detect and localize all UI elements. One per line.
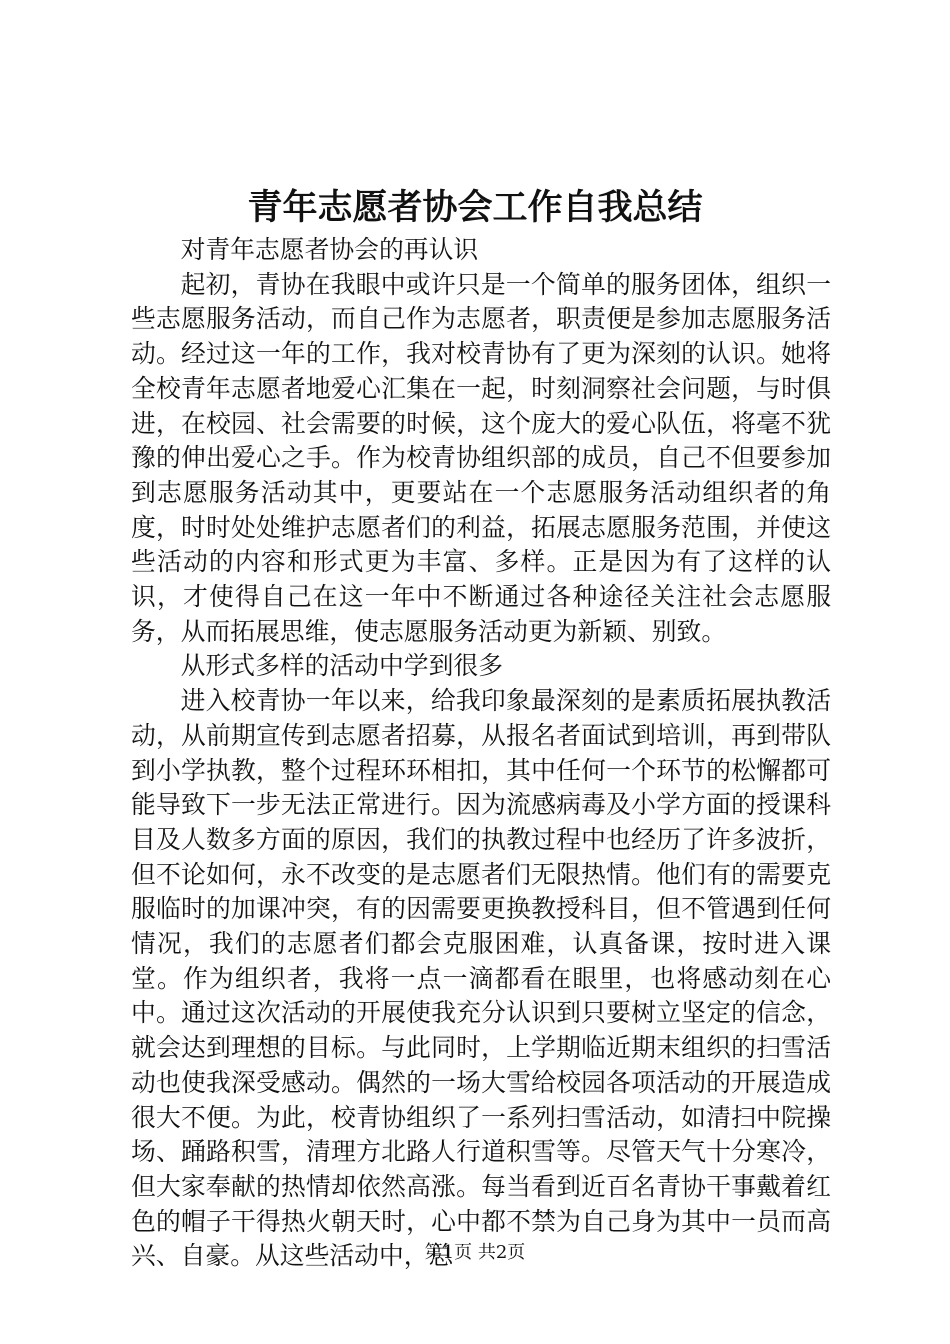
section-paragraph: 进入校青协一年以来，给我印象最深刻的是素质拓展执教活动，从前期宣传到志愿者招募，从报名者面试到培训，再到带队到小学执教，整个过程环环相扣，其中任何一个环节的松懈都可能导致下一步无法正常进行。因为流感病毒及小学方面的授课科目及人数多方面的原因，我们的执教过程中也经历了许多波折，但不论如何，永不改变的是志愿者们无限热情。他们有的需要克服临时的加课冲突，有的因需要更换教授科目，但不管遇到任何情况，我们的志愿者们都会克服困难，认真备课，按时进入课堂。作为组织者，我将一点一滴都看在眼里，也将感动刻在心中。通过这次活动的开展使我充分认识到只要树立坚定的信念，就会达到理想的目标。与此同时，上学期临近期末组织的扫雪活动也使我深受感动。偶然的一场大雪给校园各项活动的开展造成很大不便。为此，校青协组织了一系列扫雪活动，如清扫中院操场、踊路积雪，清理方北路人行道积雪等。尽管天气十分寒冷，但大家奉献的热情却依然高涨。每当看到近百名青协干事戴着红色的帽子干得热火朝天时，心中都不禁为自己身为其中一员而高兴、自豪。从这些活动中，总: [131, 686, 831, 1271]
document-body: [131, 233, 831, 1274]
section-heading: 对青年志愿者协会的再认识: [180, 235, 479, 264]
section-paragraph: 起初，青协在我眼中或许只是一个简单的服务团体，组织一些志愿服务活动，而自己作为志愿者，职责便是参加志愿服务活动。经过这一年的工作，我对校青协有了更为深刻的认识。她将全校青年志愿者地爱心汇集在一起，时刻洞察社会问题，与时俱进，在校园、社会需要的时候，这个庞大的爱心队伍，将毫不犹豫的伸出爱心之手。作为校青协组织部的成员，自己不但要参加到志愿服务活动其中，更要站在一个志愿服务活动组织者的角度，时时处处维护志愿者们的利益，拓展志愿服务范围，并使这些活动的内容和形式更为丰富、多样。正是因为有了这样的认识，才使得自己在这一年中不断通过各种途径关注社会志愿服务，从而拓展思维，使志愿服务活动更为新颖、别致。: [131, 269, 831, 646]
document-title: 青年志愿者协会工作自我总结: [247, 187, 703, 228]
page-footer: 第1页 共2页: [424, 1242, 526, 1263]
section-heading: 从形式多样的活动中学到很多: [180, 651, 503, 681]
